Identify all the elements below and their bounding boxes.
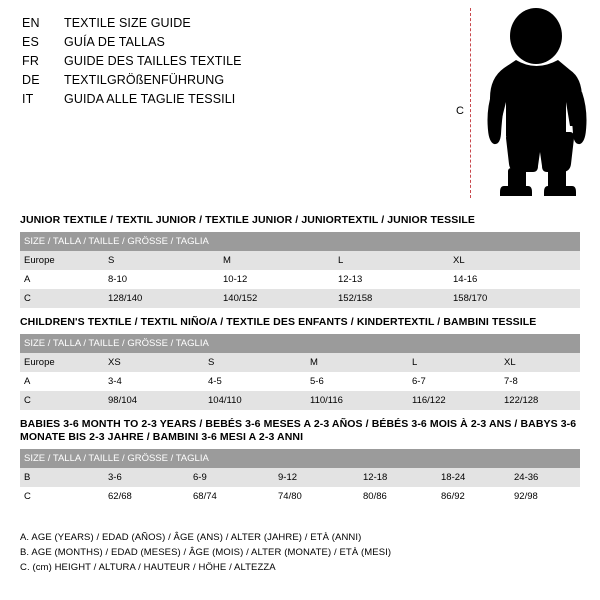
cell: 122/128 [500, 391, 580, 410]
cell: 74/80 [274, 487, 359, 506]
footnotes [20, 530, 580, 575]
table-header-row [20, 232, 580, 251]
row-label: B [20, 468, 104, 487]
language-title-de: TEXTILGRÖßENFÜHRUNG [64, 73, 225, 87]
row-label: A [20, 372, 104, 391]
cell: 128/140 [104, 289, 219, 308]
cell: L [334, 251, 449, 270]
section-junior-textile [20, 214, 580, 308]
cell: 104/110 [204, 391, 306, 410]
language-title-fr: GUIDE DES TAILLES TEXTILE [64, 54, 242, 68]
cell: 8-10 [104, 270, 219, 289]
language-code-it: IT [22, 92, 34, 106]
table-row [20, 289, 580, 308]
section-babies-textile [20, 418, 580, 506]
section-title: JUNIOR TEXTILE / TEXTIL JUNIOR / TEXTILE JUNIOR / JUNIORTEXTIL / JUNIOR TESSILE [20, 214, 475, 226]
row-label: A [20, 270, 104, 289]
footnote-a: A. AGE (YEARS) / EDAD (AÑOS) / ÂGE (ANS) / ALTER (JAHRE) / ETÀ (ANNI) [20, 532, 362, 543]
table-row [20, 468, 580, 487]
cell: 18-24 [437, 468, 510, 487]
cell: 3-6 [104, 468, 189, 487]
cell: M [306, 353, 408, 372]
language-row [22, 71, 442, 90]
section-childrens-textile [20, 316, 580, 410]
cell: 80/86 [359, 487, 437, 506]
language-row [22, 14, 442, 33]
cell: 10-12 [219, 270, 334, 289]
table-header-row [20, 334, 580, 353]
row-label: C [20, 289, 104, 308]
cell: 5-6 [306, 372, 408, 391]
cell: S [104, 251, 219, 270]
language-row [22, 90, 442, 109]
cell: 62/68 [104, 487, 189, 506]
row-label: C [20, 487, 104, 506]
table-row [20, 372, 580, 391]
cell: S [204, 353, 306, 372]
language-code-fr: FR [22, 54, 40, 68]
language-title-it: GUIDA ALLE TAGLIE TESSILI [64, 92, 236, 106]
language-code-en: EN [22, 16, 40, 30]
cell: 24-36 [510, 468, 580, 487]
language-row [22, 52, 442, 71]
table-row [20, 353, 580, 372]
cell: 92/98 [510, 487, 580, 506]
cell: 140/152 [219, 289, 334, 308]
toddler-silhouette-icon [478, 6, 598, 201]
babies-size-table [20, 449, 580, 506]
cell: L [408, 353, 500, 372]
language-title-es: GUÍA DE TALLAS [64, 35, 165, 49]
table-header-row [20, 449, 580, 468]
cell: 6-7 [408, 372, 500, 391]
cell: 116/122 [408, 391, 500, 410]
table-header-label: SIZE / TALLA / TAILLE / GRÖSSE / TAGLIA [20, 334, 580, 353]
child-silhouette-figure [440, 0, 600, 205]
cell: 86/92 [437, 487, 510, 506]
section-title: CHILDREN'S TEXTILE / TEXTIL NIÑO/A / TEXTILE DES ENFANTS / KINDERTEXTIL / BAMBINI TESSILE [20, 316, 537, 328]
language-row [22, 33, 442, 52]
cell: 4-5 [204, 372, 306, 391]
row-label: Europe [20, 251, 104, 270]
cell: XL [449, 251, 580, 270]
children-size-table [20, 334, 580, 410]
cell: M [219, 251, 334, 270]
cell: 12-18 [359, 468, 437, 487]
cell: 7-8 [500, 372, 580, 391]
language-title-en: TEXTILE SIZE GUIDE [64, 16, 191, 30]
cell: 14-16 [449, 270, 580, 289]
junior-size-table [20, 232, 580, 308]
row-label: Europe [20, 353, 104, 372]
cell: 110/116 [306, 391, 408, 410]
cell: 158/170 [449, 289, 580, 308]
cell: XS [104, 353, 204, 372]
cell: 98/104 [104, 391, 204, 410]
language-code-es: ES [22, 35, 40, 49]
table-row [20, 487, 580, 506]
section-title: BABIES 3-6 MONTH TO 2-3 YEARS / BEBÉS 3-6 MESES A 2-3 AÑOS / BÉBÉS 3-6 MOIS À 2-3 ANS / BABYS 3-6 MONATE BIS 2-3 JAHRE / BAMBINI 3-6 MESI A 2-3 ANNI [20, 418, 577, 443]
table-row [20, 270, 580, 289]
cell: 9-12 [274, 468, 359, 487]
footnote-c: C. (cm) HEIGHT / ALTURA / HAUTEUR / HÖHE / ALTEZZA [20, 562, 276, 573]
cell: 6-9 [189, 468, 274, 487]
language-code-de: DE [22, 73, 40, 87]
table-row [20, 251, 580, 270]
table-row [20, 391, 580, 410]
cell: 152/158 [334, 289, 449, 308]
cell: XL [500, 353, 580, 372]
measure-label-c: C [456, 105, 464, 117]
cell: 3-4 [104, 372, 204, 391]
height-measure-dashed-line [470, 8, 471, 198]
language-title-block [22, 14, 442, 109]
table-header-label: SIZE / TALLA / TAILLE / GRÖSSE / TAGLIA [20, 449, 580, 468]
table-header-label: SIZE / TALLA / TAILLE / GRÖSSE / TAGLIA [20, 232, 580, 251]
cell: 68/74 [189, 487, 274, 506]
footnote-b: B. AGE (MONTHS) / EDAD (MESES) / ÂGE (MOIS) / ALTER (MONATE) / ETÀ (MESI) [20, 547, 392, 558]
row-label: C [20, 391, 104, 410]
cell: 12-13 [334, 270, 449, 289]
